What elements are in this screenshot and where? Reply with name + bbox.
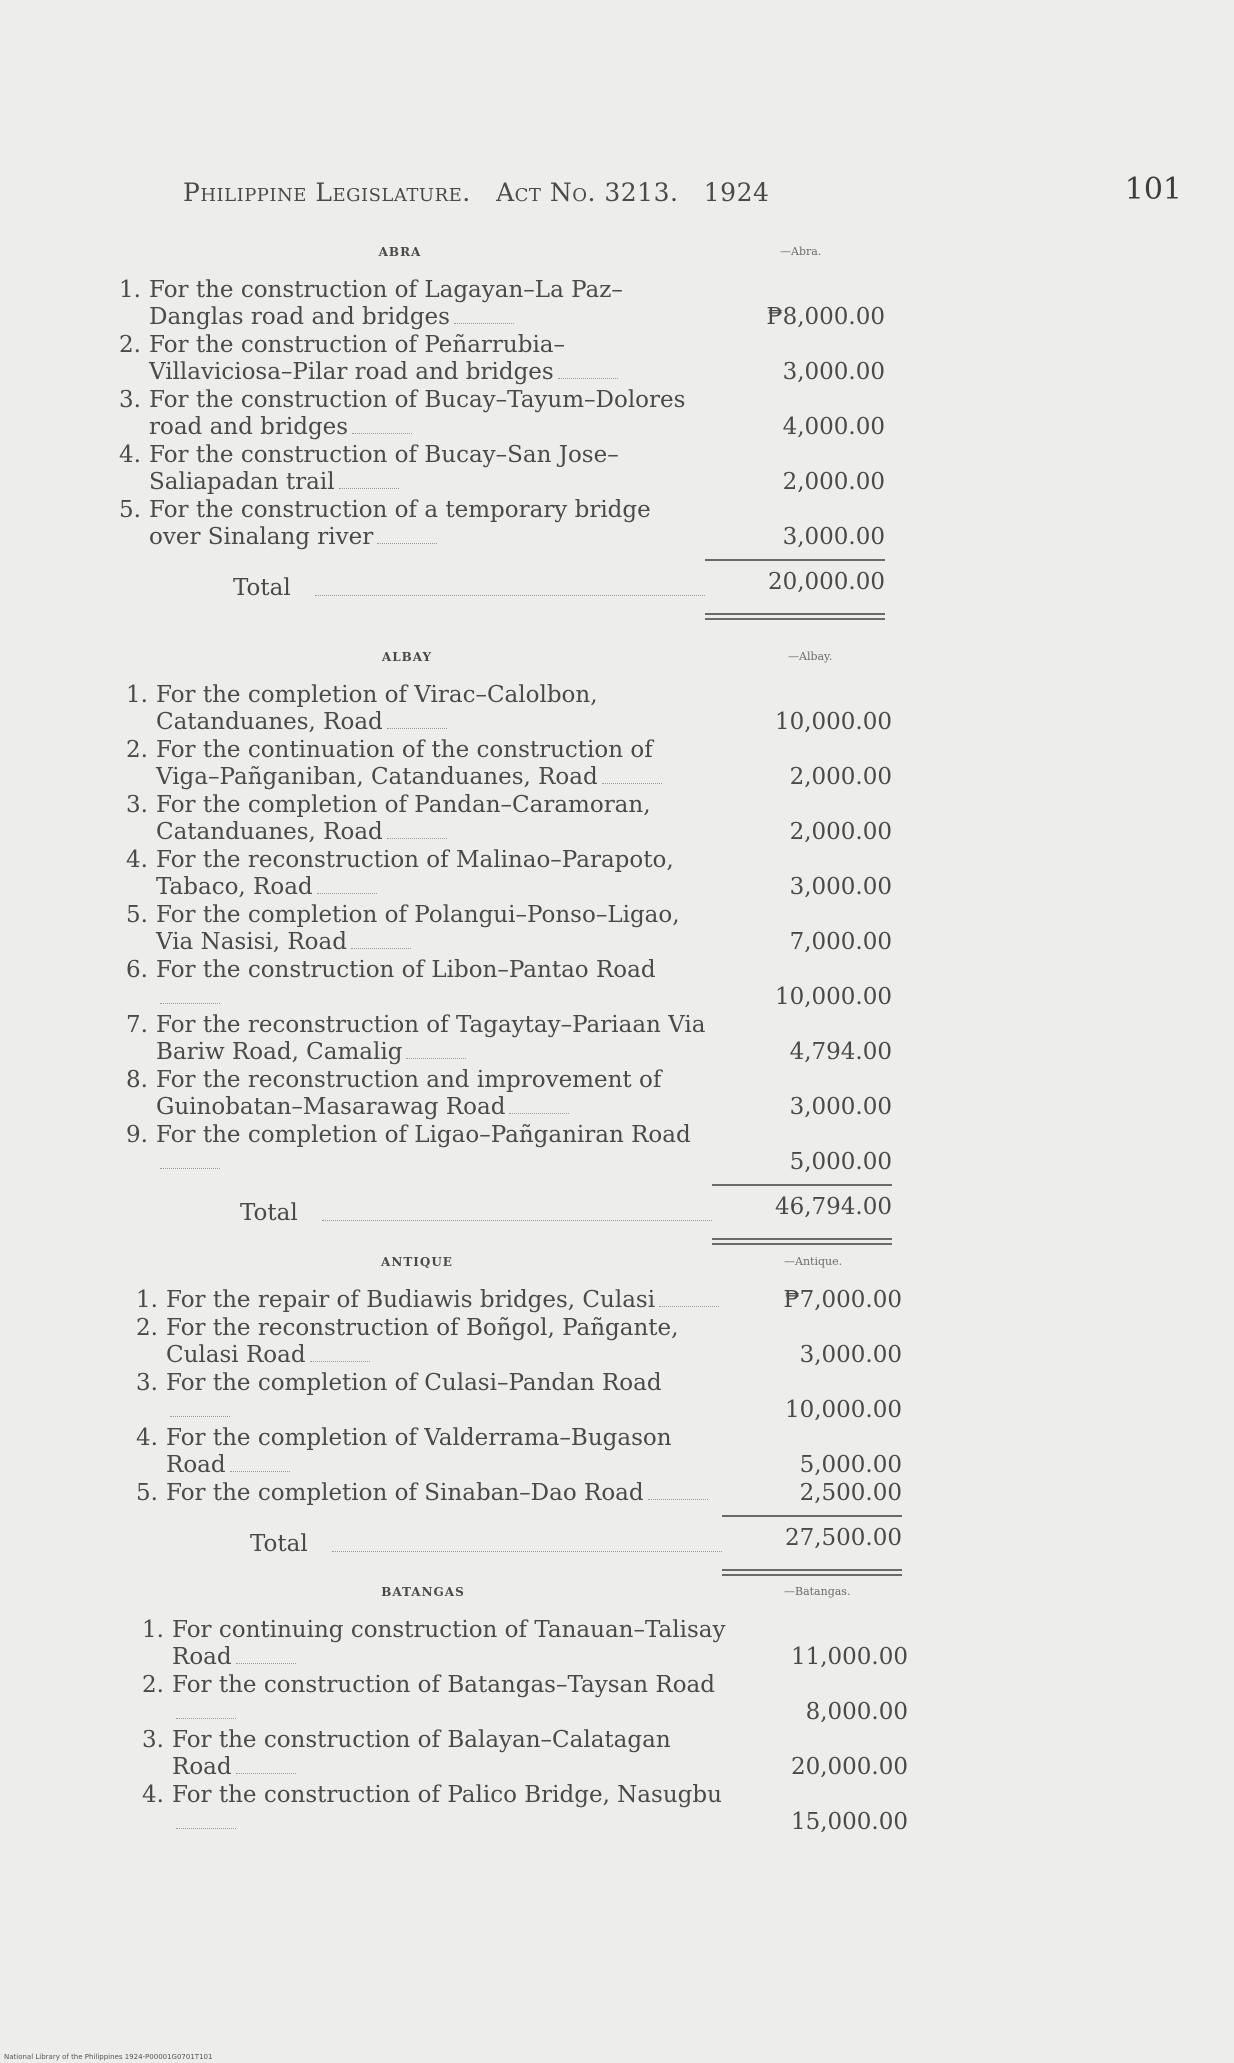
item-amount: 3,000.00 <box>782 524 885 550</box>
item-amount: 3,000.00 <box>789 1094 892 1120</box>
item-description: For the completion of Polangui–Ponso–Ligao, Via Nasisi, Road <box>156 902 680 955</box>
leader-dots <box>339 487 399 489</box>
line-item <box>112 847 892 901</box>
item-amount: 3,000.00 <box>799 1342 902 1368</box>
item-amount: 10,000.00 <box>774 984 892 1010</box>
item-number: 2. <box>142 1672 164 1698</box>
line-item <box>128 1672 908 1726</box>
line-item <box>112 957 892 1011</box>
item-number: 4. <box>126 847 148 873</box>
total-label: Total <box>233 575 291 601</box>
total-amount: 27,500.00 <box>784 1525 902 1551</box>
item-number: 1. <box>142 1617 164 1643</box>
item-amount: 3,000.00 <box>789 874 892 900</box>
line-item <box>122 1315 902 1369</box>
total-label: Total <box>240 1200 298 1226</box>
line-item <box>112 1067 892 1121</box>
leader-dots <box>602 782 662 784</box>
item-description: For the reconstruction of Tagaytay–Pariaan Via Bariw Road, Camalig <box>156 1012 706 1065</box>
leader-dots <box>377 542 437 544</box>
item-number: 3. <box>126 792 148 818</box>
item-description: For the completion of Valderrama–Bugason Road <box>166 1425 672 1478</box>
leader-dots <box>230 1470 290 1472</box>
leader-dots <box>406 1057 466 1059</box>
item-number: 6. <box>126 957 148 983</box>
item-number: 2. <box>136 1315 158 1341</box>
line-item <box>122 1480 902 1507</box>
item-amount: ₱8,000.00 <box>766 304 885 330</box>
leader-dots <box>509 1112 569 1114</box>
item-number: 5. <box>119 497 141 523</box>
item-number: 1. <box>119 277 141 303</box>
leader-dots <box>558 377 618 379</box>
leader-dots <box>317 892 377 894</box>
leader-dots <box>160 1002 220 1004</box>
leader-dots <box>315 595 705 596</box>
line-item <box>112 737 892 791</box>
double-rule <box>712 1238 892 1245</box>
item-number: 5. <box>136 1480 158 1506</box>
item-description: For the construction of Batangas–Taysan Road <box>172 1672 715 1698</box>
item-number: 3. <box>142 1727 164 1753</box>
item-description: For the construction of Lagayan–La Paz–Danglas road and bridges <box>149 277 623 330</box>
item-description: For the construction of Palico Bridge, Nasugbu <box>172 1782 722 1808</box>
line-item <box>122 1370 902 1424</box>
item-number: 7. <box>126 1012 148 1038</box>
leader-dots <box>351 947 411 949</box>
item-number: 9. <box>126 1122 148 1148</box>
leader-dots <box>352 432 412 434</box>
sum-rule <box>712 1184 892 1186</box>
leader-dots <box>648 1498 708 1500</box>
item-amount: 2,000.00 <box>782 469 885 495</box>
item-amount: 3,000.00 <box>782 359 885 385</box>
line-item <box>105 277 885 331</box>
item-description: For the completion of Sinaban–Dao Road <box>166 1480 644 1506</box>
double-rule <box>705 613 885 620</box>
leader-dots <box>160 1167 220 1169</box>
leader-dots <box>236 1772 296 1774</box>
margin-note: —Antique. <box>784 1255 843 1268</box>
leader-dots <box>332 1551 722 1552</box>
item-number: 1. <box>126 682 148 708</box>
leader-dots <box>236 1662 296 1664</box>
margin-note: —Abra. <box>780 245 822 258</box>
line-item <box>128 1617 908 1671</box>
item-description: For the completion of Ligao–Pañganiran Road <box>156 1122 691 1148</box>
running-header <box>183 178 1203 207</box>
item-amount: 2,500.00 <box>799 1480 902 1506</box>
line-item <box>112 792 892 846</box>
line-item <box>105 497 885 551</box>
item-amount: 15,000.00 <box>790 1809 908 1835</box>
item-description: For continuing construction of Tanauan–Talisay Road <box>172 1617 726 1670</box>
item-number: 1. <box>136 1287 158 1313</box>
line-item <box>105 442 885 496</box>
item-amount: 4,000.00 <box>782 414 885 440</box>
item-number: 4. <box>119 442 141 468</box>
section-title: ABRA <box>378 245 422 259</box>
item-number: 8. <box>126 1067 148 1093</box>
leader-dots <box>322 1220 712 1221</box>
item-description: For the continuation of the construction of Viga–Pañganiban, Catanduanes, Road <box>156 737 653 790</box>
sum-rule <box>722 1515 902 1517</box>
running-title: Philippine Legislature. <box>183 178 471 207</box>
section-albay <box>112 650 972 1245</box>
section-abra <box>105 245 965 620</box>
section-title: BATANGAS <box>381 1585 465 1599</box>
item-number: 2. <box>119 332 141 358</box>
year: 1924 <box>703 178 770 207</box>
line-item <box>128 1782 908 1836</box>
item-amount: 5,000.00 <box>799 1452 902 1478</box>
page-number: 101 <box>1124 172 1182 207</box>
sum-rule <box>705 559 885 561</box>
margin-note: —Batangas. <box>784 1585 851 1598</box>
item-description: For the construction of Libon–Pantao Road <box>156 957 656 983</box>
item-description: For the reconstruction of Malinao–Parapoto, Tabaco, Road <box>156 847 674 900</box>
total-row <box>112 1190 892 1230</box>
leader-dots <box>176 1827 236 1829</box>
section-title: ANTIQUE <box>381 1255 453 1269</box>
item-description: For the construction of a temporary bridge over Sinalang river <box>149 497 651 550</box>
item-number: 4. <box>136 1425 158 1451</box>
item-description: For the construction of Peñarrubia–Villaviciosa–Pilar road and bridges <box>149 332 566 385</box>
line-item <box>112 1122 892 1176</box>
total-row <box>122 1521 902 1561</box>
item-description: For the reconstruction and improvement of Guinobatan–Masarawag Road <box>156 1067 662 1120</box>
total-label: Total <box>250 1531 308 1557</box>
item-amount: 8,000.00 <box>805 1699 908 1725</box>
item-amount: 4,794.00 <box>789 1039 892 1065</box>
item-description: For the completion of Pandan–Caramoran, Catanduanes, Road <box>156 792 651 845</box>
item-description: For the construction of Bucay–San Jose–Saliapadan trail <box>149 442 619 495</box>
item-description: For the completion of Culasi–Pandan Road <box>166 1370 662 1396</box>
item-description: For the completion of Virac–Calolbon, Catanduanes, Road <box>156 682 598 735</box>
line-item <box>128 1727 908 1781</box>
leader-dots <box>659 1305 719 1307</box>
item-amount: 2,000.00 <box>789 819 892 845</box>
line-item <box>105 332 885 386</box>
item-amount: 10,000.00 <box>774 709 892 735</box>
item-number: 5. <box>126 902 148 928</box>
leader-dots <box>454 322 514 324</box>
item-amount: ₱7,000.00 <box>783 1287 902 1313</box>
total-amount: 46,794.00 <box>774 1194 892 1220</box>
section-title: ALBAY <box>381 650 433 664</box>
section-antique <box>122 1255 982 1576</box>
margin-note: —Albay. <box>788 650 833 663</box>
item-amount: 11,000.00 <box>790 1644 908 1670</box>
item-amount: 5,000.00 <box>789 1149 892 1175</box>
item-number: 4. <box>142 1782 164 1808</box>
leader-dots <box>176 1717 236 1719</box>
line-item <box>105 387 885 441</box>
item-description: For the construction of Balayan–Calatagan Road <box>172 1727 671 1780</box>
leader-dots <box>310 1360 370 1362</box>
item-description: For the construction of Bucay–Tayum–Dolores road and bridges <box>149 387 686 440</box>
act-number: Act No. 3213. <box>496 178 679 207</box>
total-amount: 20,000.00 <box>767 569 885 595</box>
double-rule <box>722 1569 902 1576</box>
item-description: For the repair of Budiawis bridges, Culasi <box>166 1287 656 1313</box>
line-item <box>112 902 892 956</box>
line-item <box>112 1012 892 1066</box>
line-item <box>122 1425 902 1479</box>
item-number: 2. <box>126 737 148 763</box>
line-item <box>122 1287 902 1314</box>
leader-dots <box>387 837 447 839</box>
item-amount: 7,000.00 <box>789 929 892 955</box>
item-description: For the reconstruction of Boñgol, Pañgante, Culasi Road <box>166 1315 679 1368</box>
footer-caption: National Library of the Philippines 1924-P00001G0701T101 <box>4 2053 213 2061</box>
item-number: 3. <box>136 1370 158 1396</box>
item-amount: 10,000.00 <box>784 1397 902 1423</box>
leader-dots <box>387 727 447 729</box>
item-amount: 2,000.00 <box>789 764 892 790</box>
leader-dots <box>170 1415 230 1417</box>
section-batangas <box>128 1585 988 1837</box>
line-item <box>112 682 892 736</box>
total-row <box>105 565 885 605</box>
item-amount: 20,000.00 <box>790 1754 908 1780</box>
item-number: 3. <box>119 387 141 413</box>
